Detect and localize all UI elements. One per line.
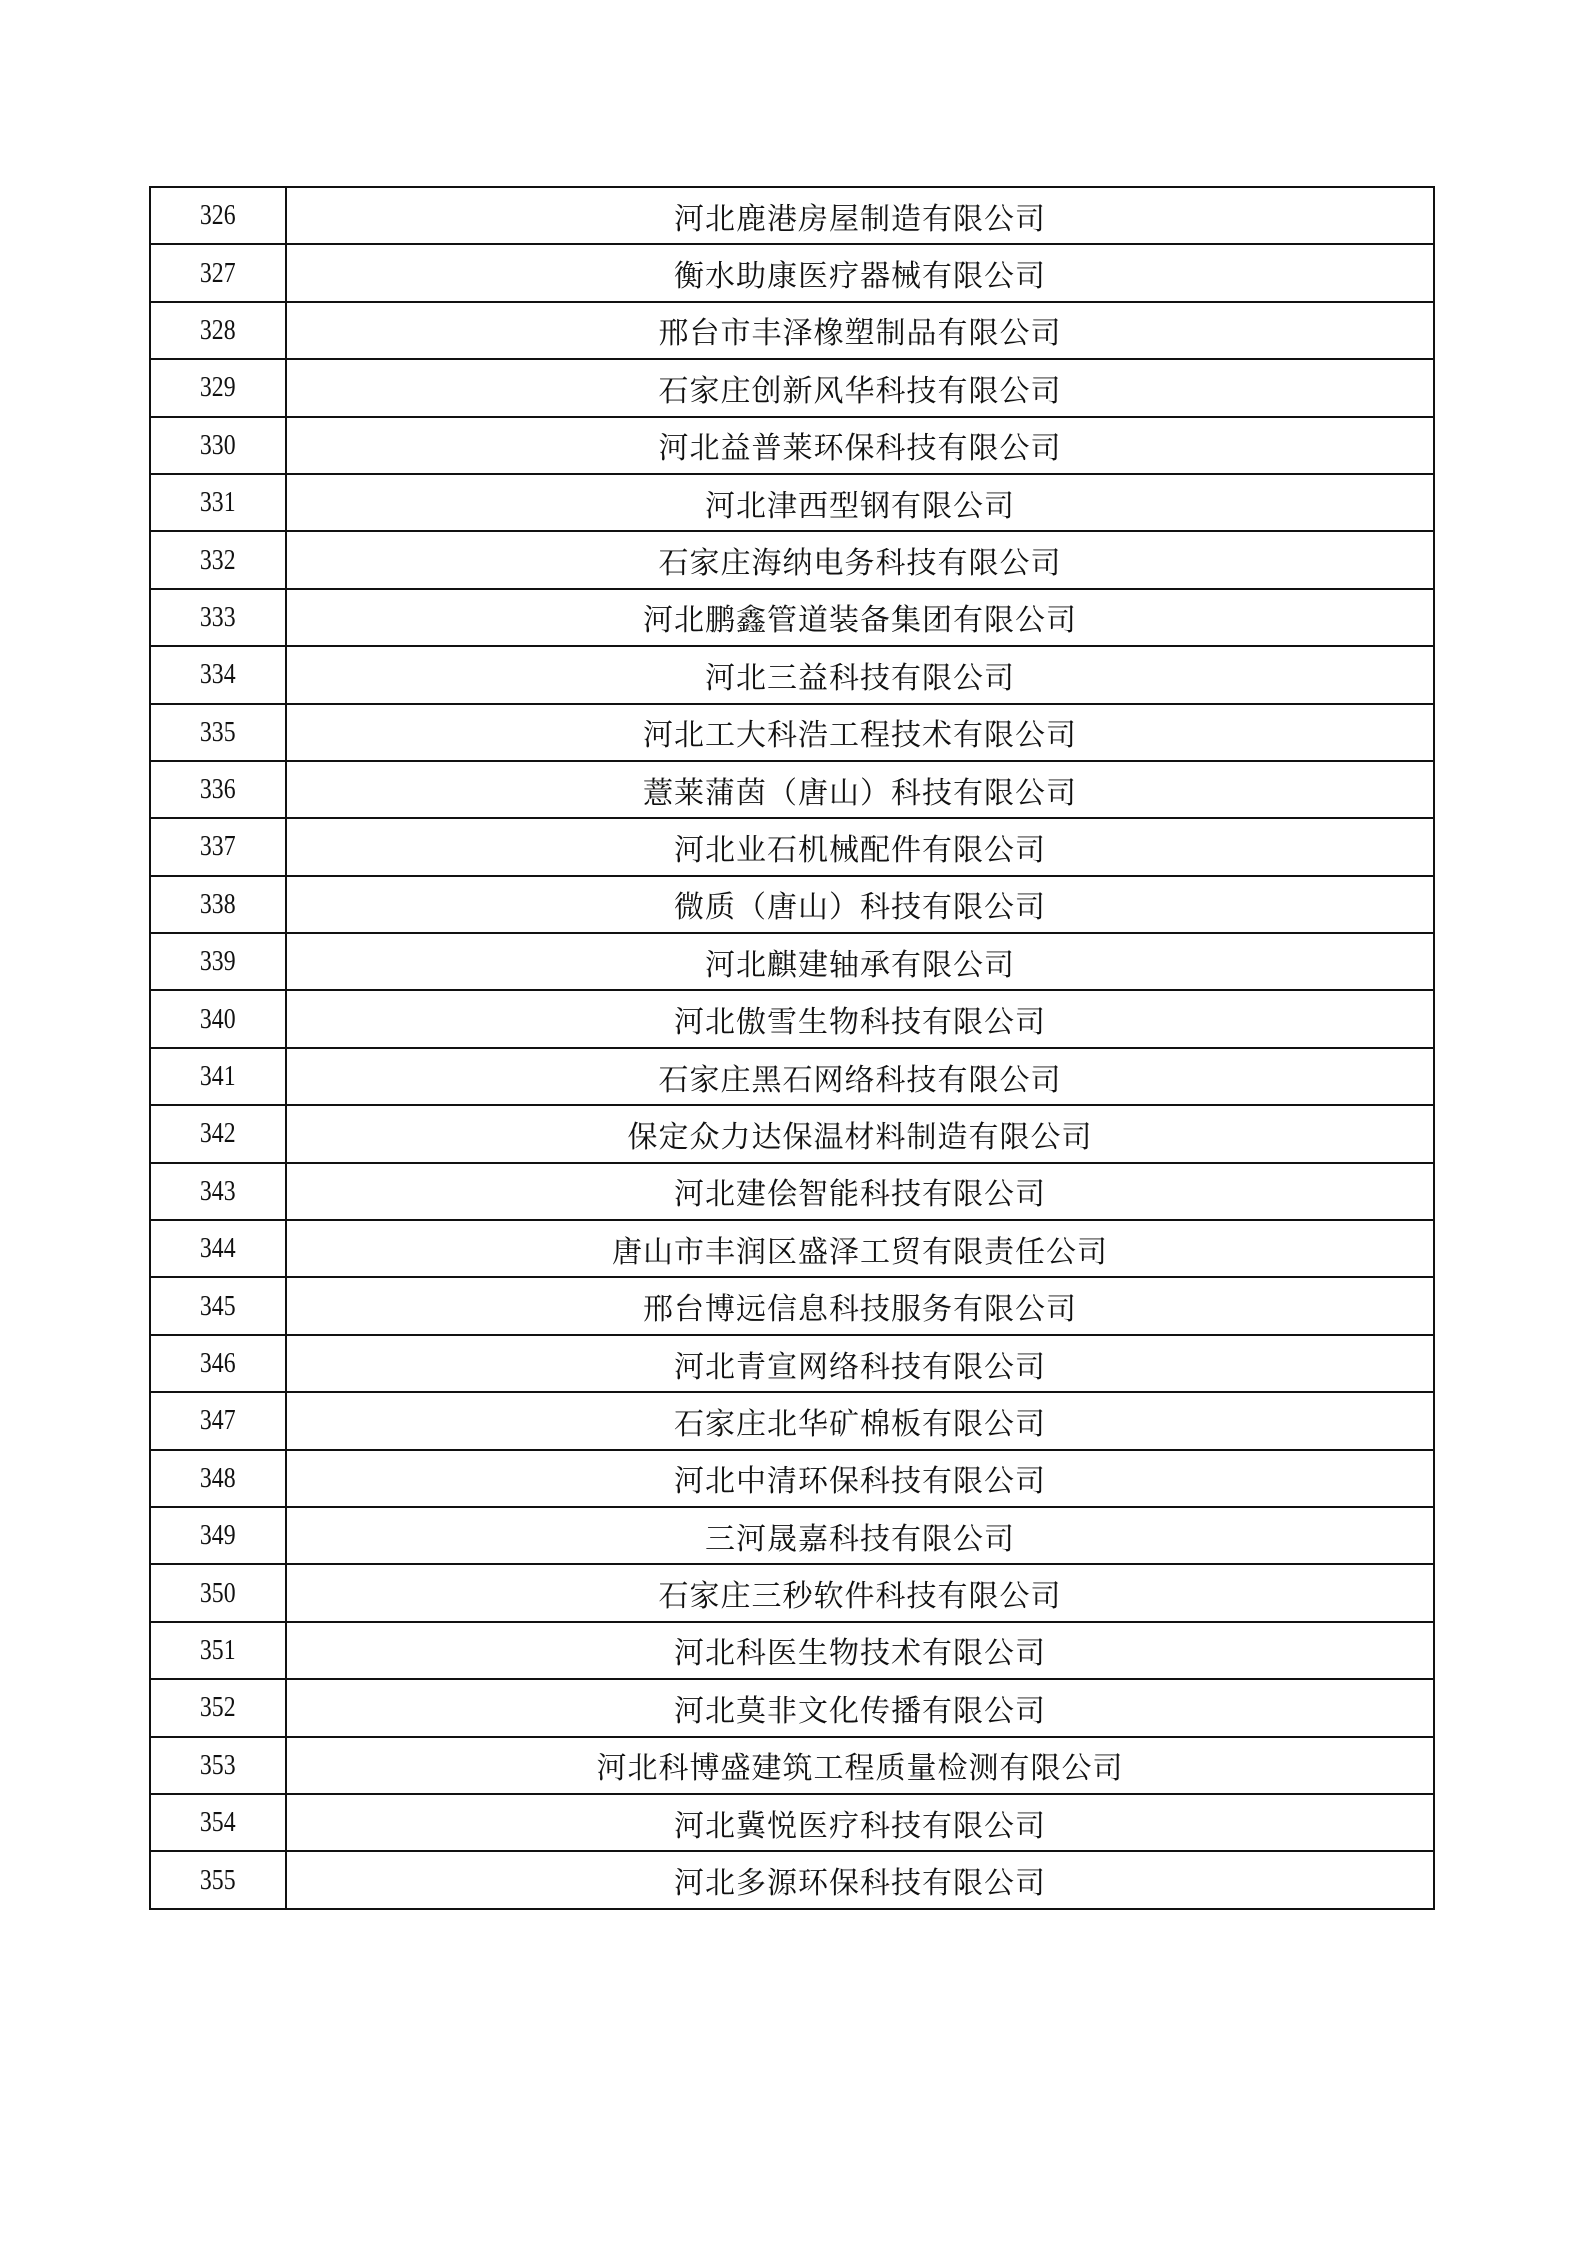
row-number-cell [150,1507,286,1564]
table-row [150,589,1434,646]
row-number-cell [150,1679,286,1736]
row-number-cell [150,990,286,1047]
row-number: 345 [200,1289,236,1322]
company-name: 微质（唐山）科技有限公司 [286,876,1434,933]
company-name: 河北鹏鑫管道装备集团有限公司 [286,589,1434,646]
row-number: 355 [200,1863,236,1896]
table-row [150,1794,1434,1851]
row-number: 350 [200,1576,236,1609]
table-row [150,1048,1434,1105]
table-row [150,1737,1434,1794]
row-number: 333 [200,600,236,633]
row-number-cell [150,1105,286,1162]
row-number-cell [150,187,286,244]
table-row [150,646,1434,703]
row-number: 330 [200,428,236,461]
table-row [150,187,1434,244]
row-number-cell [150,1564,286,1621]
table-row [150,1277,1434,1334]
table-row [150,1450,1434,1507]
table-row [150,1220,1434,1277]
row-number-cell [150,1737,286,1794]
row-number-cell [150,302,286,359]
row-number: 348 [200,1461,236,1494]
table-row [150,359,1434,416]
row-number-cell [150,244,286,301]
company-name: 河北青宣网络科技有限公司 [286,1335,1434,1392]
company-name: 河北鹿港房屋制造有限公司 [286,187,1434,244]
company-name: 河北科医生物技术有限公司 [286,1622,1434,1679]
row-number-cell [150,589,286,646]
table-row [150,1851,1434,1908]
table-row [150,244,1434,301]
company-name: 河北津西型钢有限公司 [286,474,1434,531]
row-number: 339 [200,945,236,978]
row-number: 328 [200,313,236,346]
table-row [150,1163,1434,1220]
company-name: 保定众力达保温材料制造有限公司 [286,1105,1434,1162]
row-number: 334 [200,658,236,691]
table-row [150,474,1434,531]
row-number: 354 [200,1806,236,1839]
table-row [150,1335,1434,1392]
table-row [150,302,1434,359]
row-number: 344 [200,1232,236,1265]
company-name: 石家庄海纳电务科技有限公司 [286,531,1434,588]
row-number-cell [150,1794,286,1851]
table-row [150,531,1434,588]
company-name: 河北中清环保科技有限公司 [286,1450,1434,1507]
table-row [150,933,1434,990]
company-name: 唐山市丰润区盛泽工贸有限责任公司 [286,1220,1434,1277]
company-name: 河北麒建轴承有限公司 [286,933,1434,990]
company-name: 三河晟嘉科技有限公司 [286,1507,1434,1564]
row-number: 352 [200,1691,236,1724]
table-row [150,1392,1434,1449]
company-name: 河北三益科技有限公司 [286,646,1434,703]
table-row [150,1622,1434,1679]
row-number: 341 [200,1060,236,1093]
table-row [150,876,1434,933]
row-number-cell [150,474,286,531]
company-name: 河北业石机械配件有限公司 [286,818,1434,875]
company-name: 薏莱蒲茵（唐山）科技有限公司 [286,761,1434,818]
row-number-cell [150,761,286,818]
table-body [150,187,1434,1909]
company-name: 河北莫非文化传播有限公司 [286,1679,1434,1736]
row-number: 346 [200,1347,236,1379]
table-row [150,1564,1434,1621]
table-row [150,818,1434,875]
company-list-table [149,186,1435,1910]
row-number-cell [150,1163,286,1220]
company-name: 河北科博盛建筑工程质量检测有限公司 [286,1737,1434,1794]
row-number: 338 [200,887,236,920]
row-number-cell [150,1622,286,1679]
company-name: 河北建侩智能科技有限公司 [286,1163,1434,1220]
row-number: 329 [200,371,236,404]
row-number: 353 [200,1748,236,1781]
row-number-cell [150,1392,286,1449]
row-number-cell [150,818,286,875]
company-name: 河北工大科浩工程技术有限公司 [286,704,1434,761]
row-number: 335 [200,715,236,748]
row-number-cell [150,1277,286,1334]
row-number: 343 [200,1174,236,1207]
company-name: 邢台博远信息科技服务有限公司 [286,1277,1434,1334]
table-row [150,704,1434,761]
row-number: 340 [200,1002,236,1035]
row-number: 337 [200,830,236,863]
table-row [150,1105,1434,1162]
table-row [150,990,1434,1047]
company-name: 石家庄黑石网络科技有限公司 [286,1048,1434,1105]
row-number-cell [150,359,286,416]
row-number-cell [150,1335,286,1392]
row-number-cell [150,933,286,990]
row-number-cell [150,1048,286,1105]
company-name: 衡水助康医疗器械有限公司 [286,244,1434,301]
row-number: 336 [200,773,236,806]
table-row [150,1507,1434,1564]
table-row [150,417,1434,474]
table-row [150,1679,1434,1736]
row-number: 342 [200,1117,236,1150]
row-number-cell [150,531,286,588]
row-number-cell [150,1220,286,1277]
company-name: 河北多源环保科技有限公司 [286,1851,1434,1908]
company-name: 河北益普莱环保科技有限公司 [286,417,1434,474]
company-name: 石家庄北华矿棉板有限公司 [286,1392,1434,1449]
row-number-cell [150,1450,286,1507]
row-number-cell [150,876,286,933]
table-row [150,761,1434,818]
row-number-cell [150,417,286,474]
row-number: 331 [200,486,236,519]
row-number-cell [150,1851,286,1908]
row-number-cell [150,646,286,703]
company-name: 河北冀悦医疗科技有限公司 [286,1794,1434,1851]
company-name: 石家庄三秒软件科技有限公司 [286,1564,1434,1621]
row-number: 347 [200,1404,236,1437]
row-number: 351 [200,1633,236,1666]
row-number: 326 [200,199,236,232]
company-name: 河北傲雪生物科技有限公司 [286,990,1434,1047]
row-number: 332 [200,543,236,576]
company-name: 石家庄创新风华科技有限公司 [286,359,1434,416]
company-name: 邢台市丰泽橡塑制品有限公司 [286,302,1434,359]
row-number-cell [150,704,286,761]
row-number: 349 [200,1519,236,1552]
row-number: 327 [200,256,236,289]
